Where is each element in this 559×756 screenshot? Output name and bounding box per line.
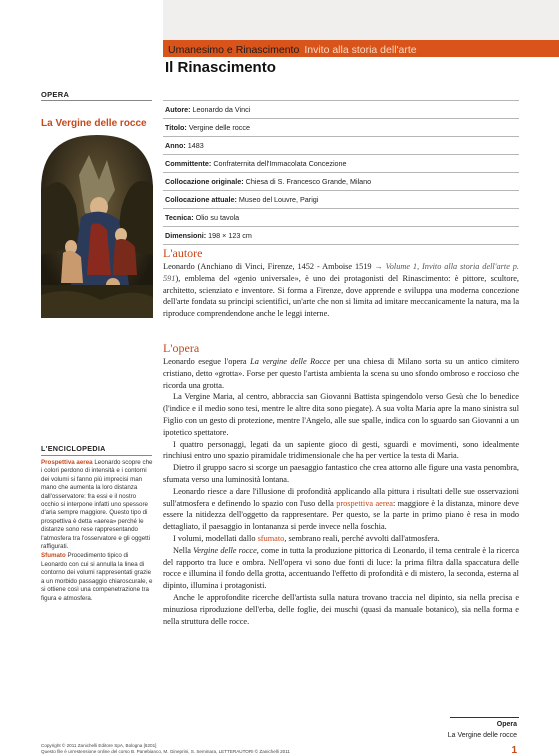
metadata-row: Autore: Leonardo da Vinci [163,100,519,118]
autore-body: Leonardo (Anchiano di Vinci, Firenze, 1452 - Amboise 1519 → Volume 1, Invito alla storia dell'arte p. 591), emblema del «genio universale», è uno dei protagonisti del Rinascimento: è pittore, scultore, architetto, scienziato e inventore. Si forma a Firenze, dove apprende e sviluppa una moderna concezione dell'arte fondata su principi scientifici, un'arte che non si limita ad imitare meccanicamente la natura, ma la riproduce comprendendone anche le leggi interne. [163,262,519,319]
metadata-row: Tecnica: Olio su tavola [163,208,519,226]
term-prospettiva-aerea[interactable]: prospettiva aerea [336,498,393,508]
metadata-row: Titolo: Vergine delle rocce [163,118,519,136]
metadata-table [163,100,519,245]
metadata-row: Committente: Confraternita dell'Immacolata Concezione [163,154,519,172]
encyclopedia-term: Prospettiva aerea [41,459,93,466]
work-title: La Vergine delle rocce [41,118,147,129]
footer-opera-label: Opera [496,721,517,728]
metadata-row: Collocazione originale: Chiesa di S. Francesco Grande, Milano [163,172,519,190]
term-sfumato[interactable]: sfumato [257,533,285,543]
opera-heading: L'opera [163,341,200,355]
page-title: Il Rinascimento [165,59,276,76]
metadata-row: Collocazione attuale: Museo del Louvre, Parigi [163,190,519,208]
painting-image [41,135,153,318]
divider [450,717,519,718]
subsection-label: Invito alla storia dell'arte [304,44,417,56]
volume-link[interactable]: → Volume 1, Invito alla storia dell'arte p. 591 [163,262,519,283]
opera-label: OPERA [41,90,70,99]
divider [41,455,152,456]
metadata-row: Anno: 1483 [163,136,519,154]
metadata-row: Dimensioni: 198 × 123 cm [163,226,519,245]
footer-work-title: La Vergine delle rocce [447,732,517,739]
encyclopedia-body: Prospettiva aerea Leonardo scopre che i colori perdono di intensità e i contorni dei volumi si fanno più imprecisi man mano che aumenta la loro distanza dall'osservatore: fra essi e il nostro occhio si interpone infatti uno spessore d'aria sempre maggiore. Questo tipo di prospettiva è detta «aerea» perché le distanze sono rese rappresentando l'atmosfera tra l'osservatore e gli oggetti raffigurati. Sfumato Procedimento tipico di Leonardo con cui si annulla la linea di contorno dei volumi rappresentati grazie a un morbido passaggio chiaroscurale, e si ottiene così una compenetrazione tra figura e atmosfera. [41,459,153,602]
section-bar [163,40,559,57]
divider [41,100,152,101]
encyclopedia-label: L'ENCICLOPEDIA [41,444,106,453]
autore-heading: L'autore [163,246,203,260]
section-label: Umanesimo e Rinascimento [168,44,300,56]
opera-body: Leonardo esegue l'opera La vergine delle Rocce per una chiesa di Milano sorta su un antico cimitero cristiano, detto «grotta». Forse per questo l'artista ambienta la scena su uno sfondo ombroso e roccioso che ricorda una grotta. La Vergine Maria, al centro, abbraccia san Giovanni Battista spingendolo verso Gesù che lo benedice (l'indice e il medio sono tesi, mentre le altre dita sono piegate). A sua volta Maria apre la mano sinistra sul Figlio con un gesto di protezione, mentre l'Angelo, alle sue spalle, indica con lo sguardo san Giovanni a un ipotetico spettatore. I quattro personaggi, legati da un sapiente gioco di gesti, sguardi e movimenti, sono idealmente rinchiusi entro uno spazio piramidale tridimensionale che ha per vertice la testa di Maria. Dietro il gruppo sacro si scorge un paesaggio fantastico che crea attorno alle figure una vasta penombra, sfumata verso una luminosità lontana. Leonardo riesce a dare l'illusione di profondità applicando alla pittura i risultati delle sue osservazioni sull'atmosfera e definendo lo spazio con l'uso della prospettiva aerea: maggiore è la distanza, minore deve essere la nitidezza dell'oggetto da rappresentare. Per questo, se la parte in primo piano è resa in modo dettagliato, il paesaggio in lontananza si perde invece nella foschia. I volumi, modellati dallo sfumato, sembrano reali, perché avvolti dall'atmosfera. Nella Vergine delle rocce, come in tutta la produzione pittorica di Leonardo, il tema centrale è la ricerca del rapporto tra luce e ombra. Nell'opera vi sono due fonti di luce: la prima filtra dalla spaccatura delle rocce e illumina il fondo della grotta, accentuando l'effetto di profondità e di mistero, la seconda, esterna al dipinto, illumina i protagonisti. Anche le approfondite ricerche dell'artista sulla natura trovano traccia nel dipinto, sia nella precisa e minuziosa riproduzione dell'erba, delle foglie, dei muschi (quasi da manuale botanico), sia nella forma e nella struttura delle rocce. [163,357,519,626]
encyclopedia-term: Sfumato [41,552,66,560]
page-number: 1 [511,745,517,756]
header-band [163,0,559,40]
copyright-notice: Copyright © 2011 Zanichelli Editore SpA, Bologna [6201] Questo file è un'estensione online del corso B. Panebianco, M. Gineprini, S. Seminara, LETTERAUTORI © Zanichelli 2011 [41,743,290,754]
